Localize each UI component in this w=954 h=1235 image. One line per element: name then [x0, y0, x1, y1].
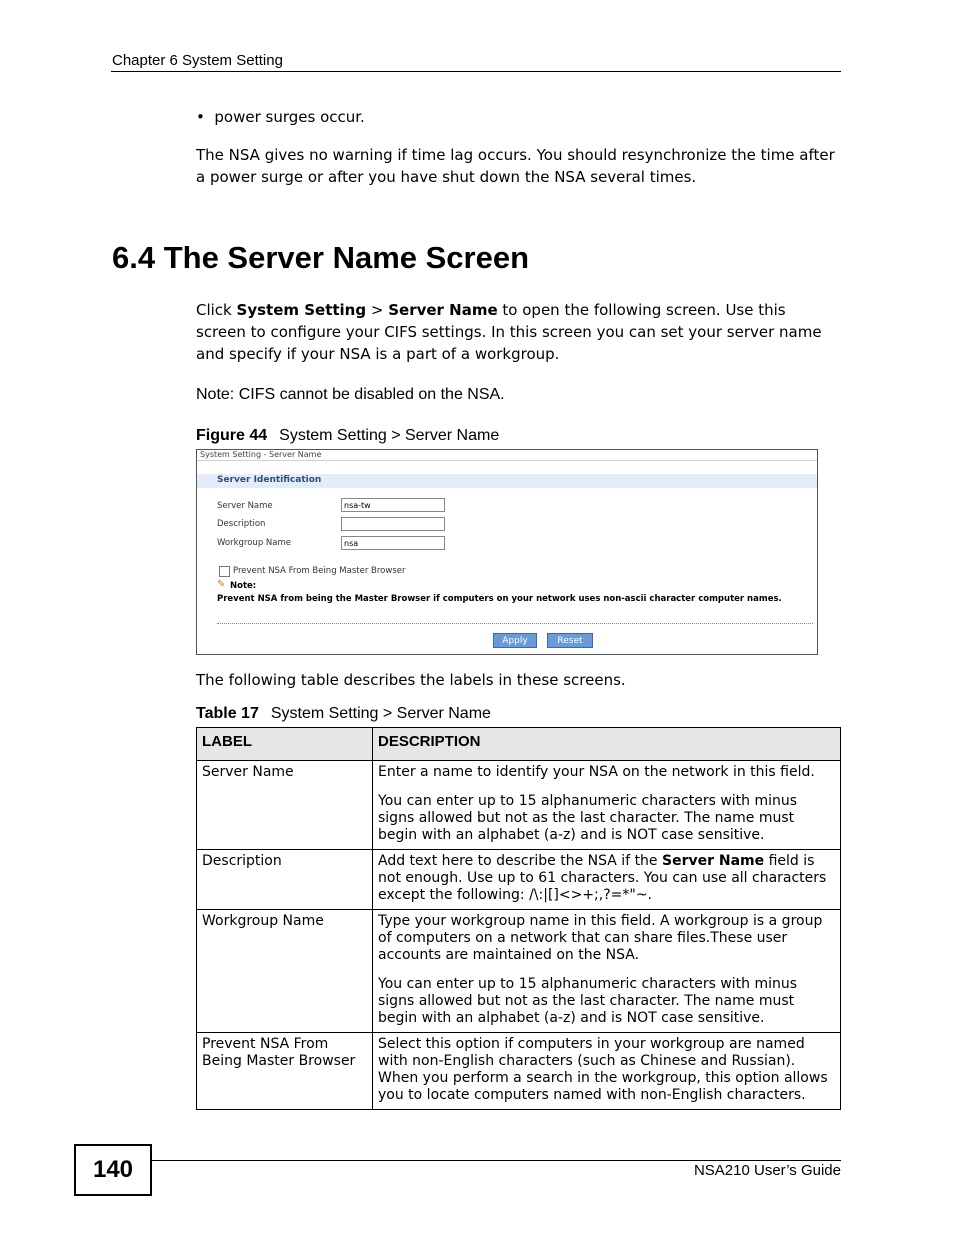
master-browser-checkbox-label: Prevent NSA From Being Master Browser [233, 566, 406, 576]
section-paragraph [196, 299, 836, 365]
table-row [197, 850, 841, 910]
description-bold: Server Name [662, 853, 765, 869]
row-description [373, 850, 841, 910]
figure-caption [196, 427, 499, 445]
row-description [373, 910, 841, 1033]
description-column-header: DESCRIPTION [373, 728, 841, 761]
footer-rule [151, 1160, 841, 1161]
dotted-divider [217, 623, 813, 624]
description-label: Description [217, 519, 266, 529]
description-paragraph: Type your workgroup name in this field. A workgroup is a group of computers on a network that can share files.These user accounts are maintained on the NSA. [378, 913, 823, 963]
table-caption [196, 705, 491, 723]
note-pencil-icon: ✎ [217, 579, 226, 590]
server-name-input[interactable]: nsa-tw [341, 498, 445, 512]
menu-system-setting: System Setting [236, 301, 367, 319]
server-identification-title: Server Identification [217, 475, 322, 485]
table-title: System Setting > Server Name [270, 705, 491, 722]
bullet-item: • power surges occur. [196, 108, 365, 126]
workgroup-name-input[interactable]: nsa [341, 536, 445, 550]
intro-paragraph: The NSA gives no warning if time lag occurs. You should resynchronize the time after a power surge or after you have shut down the NSA several times. [196, 146, 835, 186]
description-text: field is not enough. Use up to 61 characters. You can use all characters except the following: /\:|[]<>+;,?=*"~. [378, 853, 827, 903]
cifs-note: Note: CIFS cannot be disabled on the NSA. [196, 386, 505, 403]
description-paragraph: Select this option if computers in your workgroup are named with non-English characters (such as Chinese and Russian). When you perform a search in the workgroup, this option allows you to locate computers named with non-English characters. [378, 1036, 828, 1103]
row-label: Workgroup Name [197, 910, 373, 1033]
description-paragraph: You can enter up to 15 alphanumeric characters with minus signs allowed but not as the last character. The name must begin with an alphabet (a-z) and is NOT case sensitive. [378, 793, 798, 843]
table-label: Table 17 [196, 705, 259, 722]
chapter-header: Chapter 6 System Setting [112, 52, 283, 69]
row-label: Server Name [197, 761, 373, 850]
server-name-label: Server Name [217, 501, 273, 511]
breadcrumb-divider [197, 460, 817, 461]
table-row [197, 1033, 841, 1110]
para-sep: > [366, 301, 389, 319]
table-intro-text: The following table describes the labels in these screens. [196, 671, 626, 689]
label-description-table [196, 727, 841, 1110]
reset-button[interactable]: Reset [547, 633, 593, 648]
workgroup-name-label: Workgroup Name [217, 538, 291, 548]
para-rest: to open the following screen. Use this screen to configure your CIFS settings. In this screen you can set your server name and specify if your NSA is a part of a workgroup. [196, 301, 822, 363]
description-paragraph: You can enter up to 15 alphanumeric characters with minus signs allowed but not as the last character. The name must begin with an alphabet (a-z) and is NOT case sensitive. [378, 976, 798, 1026]
apply-button[interactable]: Apply [493, 633, 537, 648]
label-column-header: LABEL [197, 728, 373, 761]
table-header-row [197, 728, 841, 761]
row-label: Prevent NSA From Being Master Browser [197, 1033, 373, 1110]
bullet-text: power surges occur. [214, 108, 365, 126]
figure-label: Figure 44 [196, 427, 268, 444]
table-row [197, 761, 841, 850]
screen-breadcrumb: System Setting - Server Name [200, 450, 322, 459]
row-description [373, 761, 841, 850]
guide-title: NSA210 User’s Guide [693, 1162, 841, 1179]
menu-server-name: Server Name [388, 301, 498, 319]
server-name-screenshot [196, 449, 818, 655]
row-description [373, 1033, 841, 1110]
section-title: 6.4 The Server Name Screen [112, 240, 530, 275]
screen-note-label: Note: [230, 581, 257, 591]
header-rule [111, 71, 841, 72]
para-click: Click [196, 301, 237, 319]
description-text: Add text here to describe the NSA if the [378, 853, 662, 869]
screen-note-text: Prevent NSA from being the Master Browser if computers on your network uses non-ascii character computer names. [217, 594, 782, 604]
figure-title: System Setting > Server Name [279, 427, 500, 444]
table-row [197, 910, 841, 1033]
row-label: Description [197, 850, 373, 910]
page-number: 140 [74, 1144, 152, 1196]
description-paragraph: Enter a name to identify your NSA on the network in this field. [378, 764, 815, 780]
master-browser-checkbox[interactable] [219, 566, 230, 577]
description-input[interactable] [341, 517, 445, 531]
